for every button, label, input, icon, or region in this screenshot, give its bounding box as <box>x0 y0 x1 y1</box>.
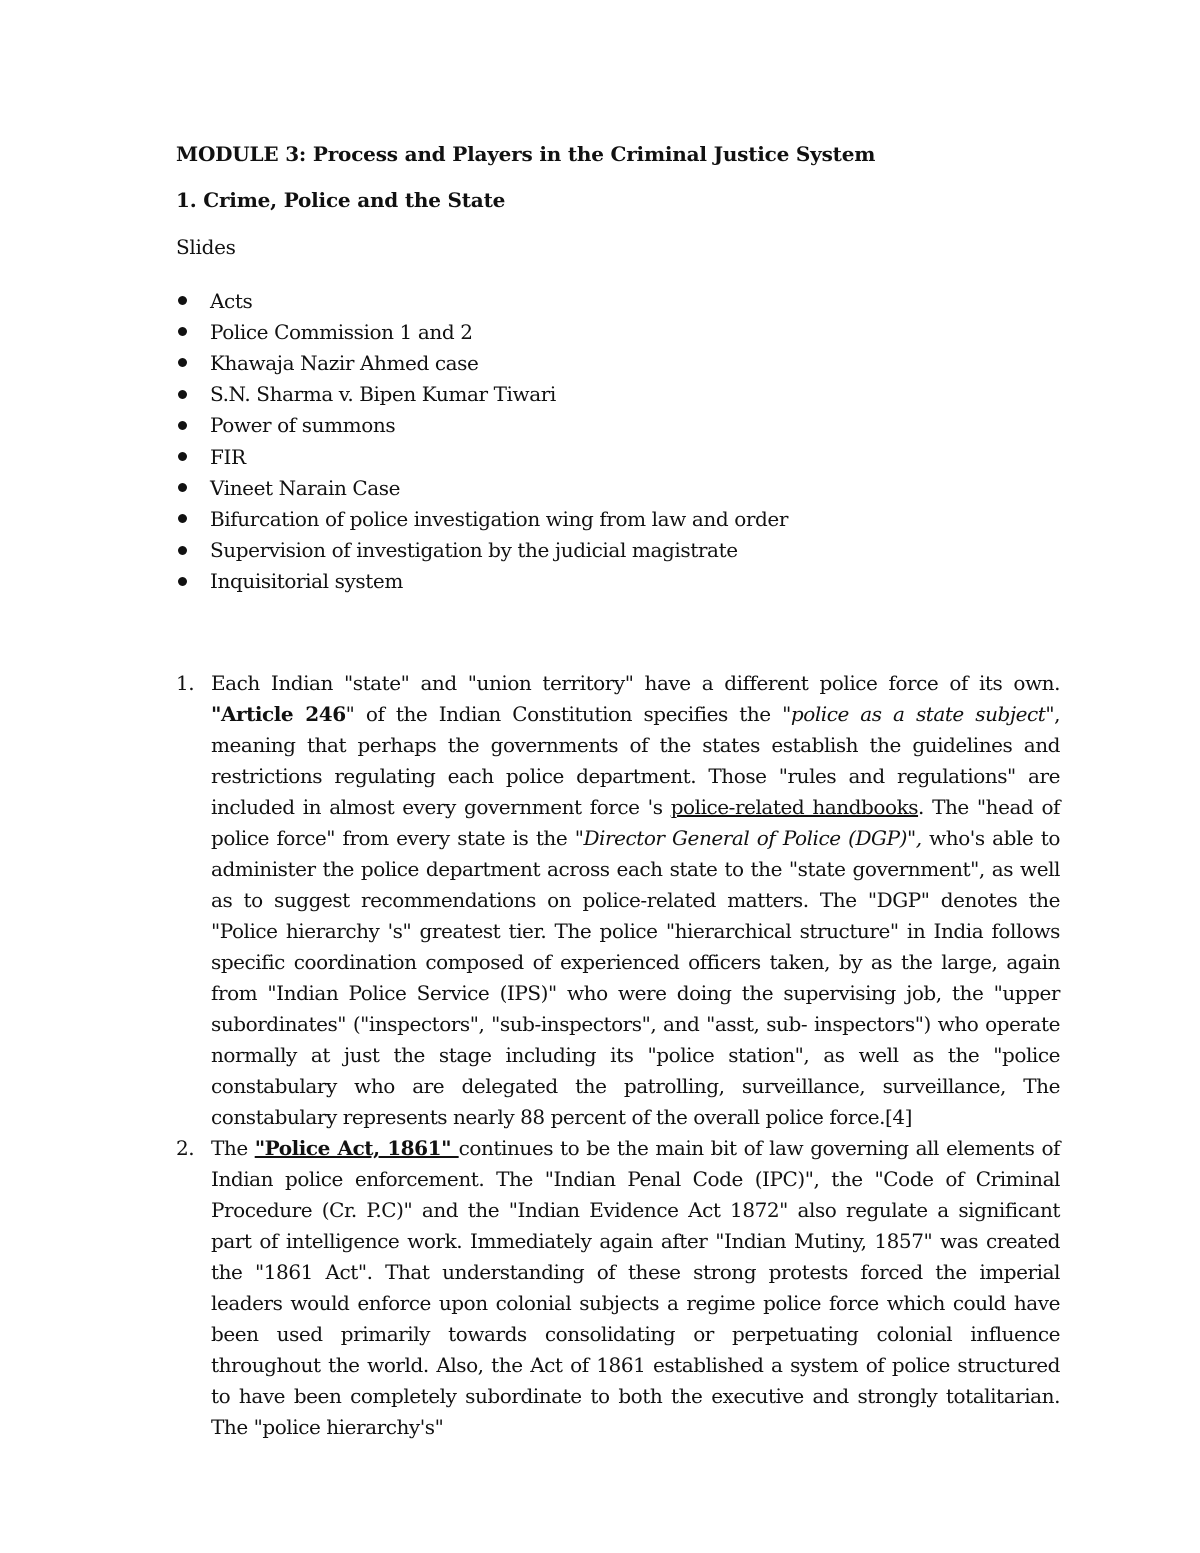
paragraph-text-run: Each Indian "state" and "union territory" have a different police force of its own. <box>211 671 1060 695</box>
paragraph-text-run: "Director General of Police (DGP)", <box>574 826 922 850</box>
numbered-list <box>176 668 1060 1443</box>
bullet-item <box>176 347 788 378</box>
paragraph-text-run: . The "head of police force" from every state is the <box>211 795 1060 850</box>
bullet-text: Power of summons <box>210 413 396 438</box>
bullet-icon <box>178 296 187 305</box>
paragraph-text-run: police-related handbooks <box>670 795 919 819</box>
paragraph-text-run: "Police Act, 1861" <box>254 1136 459 1160</box>
item-paragraph <box>211 1133 1060 1443</box>
bullet-icon <box>178 546 187 555</box>
numbered-item <box>176 668 1060 1133</box>
bullet-icon <box>178 452 187 461</box>
bullet-icon <box>178 577 187 586</box>
section-title: 1. Crime, Police and the State <box>176 188 506 212</box>
bullet-item <box>176 535 788 566</box>
bullet-text: Vineet Narain Case <box>210 475 401 500</box>
bullet-text: Bifurcation of police investigation wing from law and order <box>210 506 789 531</box>
bullet-text: FIR <box>210 444 246 469</box>
bullet-icon <box>178 421 187 430</box>
bullet-item <box>176 503 788 534</box>
bullet-item <box>176 316 788 347</box>
bullet-item <box>176 285 788 316</box>
paragraph-text-run: The <box>211 1136 255 1160</box>
bullet-item <box>176 410 788 441</box>
bullet-item <box>176 566 788 597</box>
bullet-text: S.N. Sharma v. Bipen Kumar Tiwari <box>210 382 556 407</box>
paragraph-text-run: continues to be the main bit of law governing all elements of Indian police enforcement. The "Indian Penal Code (IPC)", the "Code of Criminal Procedure (Cr. P.C)" and the "Indian Evidence Act 1872" also regulate a significant part of intelligence work. Immediately again after "Indian Mutiny, 1857" was created the "1861 Act". That understanding of these strong protests forced the imperial leaders would enforce upon colonial subjects a regime police force which could have been used primarily towards consolidating or perpetuating colonial influence throughout the world. Also, the Act of 1861 established a system of police structured to have been completely subordinate to both the executive and strongly totalitarian. The "police hierarchy's" <box>211 1136 1060 1439</box>
bullet-item <box>176 379 788 410</box>
bullet-icon <box>178 327 187 336</box>
bullet-text: Inquisitorial system <box>210 569 403 594</box>
item-number: 1. <box>176 671 195 695</box>
bullet-icon <box>178 390 187 399</box>
bullet-text: Khawaja Nazir Ahmed case <box>210 350 479 375</box>
bullet-icon <box>178 514 187 523</box>
paragraph-text-run: ", meaning that perhaps the governments of the states establish the guidelines and restrictions regulating each police department. Those "rules and regulations" are included in almost every government force 's <box>211 702 1061 819</box>
bullet-text: Supervision of investigation by the judicial magistrate <box>210 538 738 563</box>
paragraph-text-run: who's able to administer the police department across each state to the "state government", as well as to suggest recommendations on police-related matters. The "DGP" denotes the "Police hierarchy 's" greatest tier. The police "hierarchical structure" in India follows specific coordination composed of experienced officers taken, by as the large, again from "Indian Police Service (IPS)" who were doing the supervising job, the "upper subordinates" ("inspectors", "sub-inspectors", and "asst, sub- inspectors") who operate normally at just the stage including its "police station", as well as the "police constabulary who are delegated the patrolling, surveillance, surveillance, The constabulary represents nearly 88 percent of the overall police force.[4] <box>211 826 1060 1129</box>
item-number: 2. <box>176 1136 195 1160</box>
bullet-icon <box>178 358 187 367</box>
paragraph-text-run: " of the Indian Constitution specifies the " <box>345 702 791 726</box>
bullet-text: Police Commission 1 and 2 <box>210 319 473 344</box>
numbered-item <box>176 1133 1060 1443</box>
bullet-icon <box>178 483 187 492</box>
module-title: MODULE 3: Process and Players in the Criminal Justice System <box>176 142 876 166</box>
bullet-text: Acts <box>210 288 253 313</box>
slides-label: Slides <box>176 235 236 259</box>
bullet-item <box>176 441 788 472</box>
paragraph-text-run: police as a state subject <box>790 702 1046 726</box>
bullet-item <box>176 472 788 503</box>
paragraph-text-run: "Article 246 <box>211 702 346 726</box>
slides-bullet-list <box>176 285 788 597</box>
item-paragraph <box>211 668 1060 1133</box>
